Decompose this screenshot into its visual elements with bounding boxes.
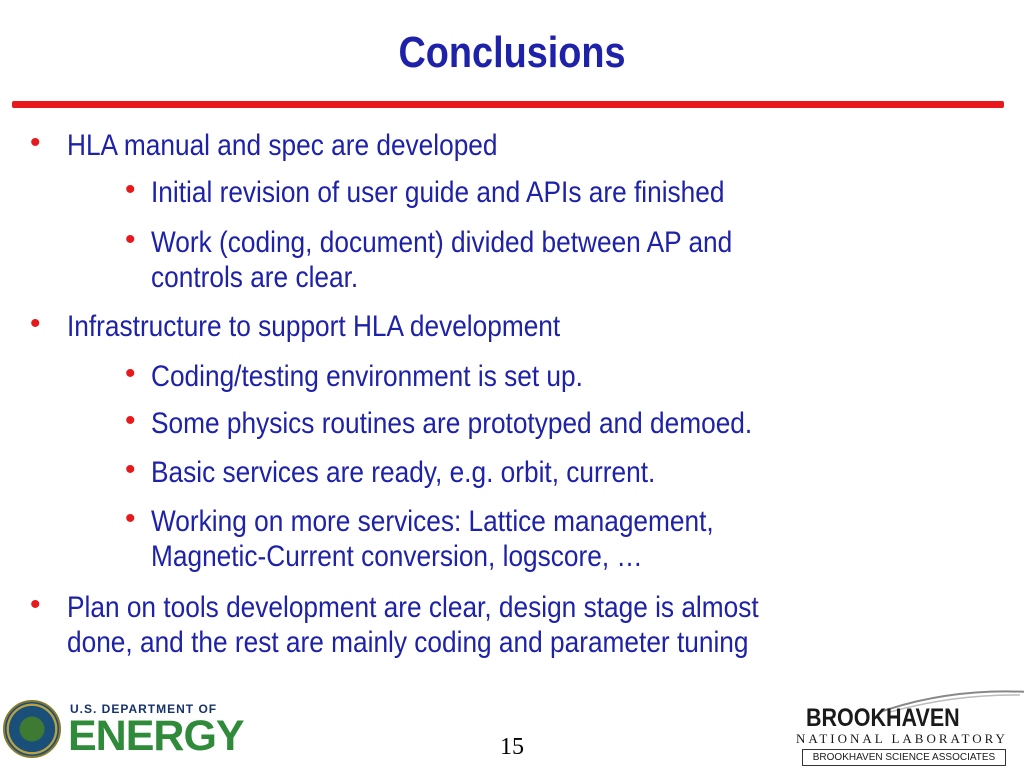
bullet-marker: • — [125, 357, 136, 390]
bullet-text: Magnetic-Current conversion, logscore, … — [151, 540, 643, 573]
bullet-marker: • — [125, 173, 136, 206]
bullet-text: Coding/testing environment is set up. — [151, 360, 583, 393]
bullet-text: done, and the rest are mainly coding and parameter tuning — [67, 626, 749, 659]
bullet-marker: • — [30, 126, 41, 159]
bullet-marker: • — [30, 307, 41, 340]
doe-logo-line1: U.S. DEPARTMENT OF — [70, 702, 218, 716]
bnl-logo-name: BROOKHAVEN — [806, 704, 960, 732]
bullet-text: Initial revision of user guide and APIs are finished — [151, 176, 725, 209]
bullet-text: Working on more services: Lattice management, — [151, 505, 714, 538]
bullet-marker: • — [125, 502, 136, 535]
bullet-text: Some physics routines are prototyped and demoed. — [151, 407, 753, 440]
doe-logo — [0, 692, 260, 768]
bullet-marker: • — [125, 453, 136, 486]
bullet-text: Infrastructure to support HLA development — [67, 310, 561, 343]
bullet-text: Basic services are ready, e.g. orbit, current. — [151, 456, 656, 489]
bullet-text: controls are clear. — [151, 261, 359, 294]
bnl-associates-label: BROOKHAVEN SCIENCE ASSOCIATES — [802, 749, 1006, 766]
bullet-marker: • — [30, 588, 41, 621]
doe-seal-icon — [3, 700, 61, 758]
bullet-text: Plan on tools development are clear, design stage is almost — [67, 591, 759, 624]
bullet-marker: • — [125, 223, 136, 256]
doe-logo-line2: ENERGY — [68, 712, 244, 760]
bullet-text: HLA manual and spec are developed — [67, 129, 498, 162]
bullet-marker: • — [125, 404, 136, 437]
page-number: 15 — [500, 734, 524, 760]
bullet-text: Work (coding, document) divided between AP and — [151, 226, 733, 259]
slide-title: Conclusions — [398, 28, 626, 77]
bnl-logo — [780, 686, 1020, 768]
bnl-logo-subtitle: NATIONAL LABORATORY — [796, 731, 1008, 746]
